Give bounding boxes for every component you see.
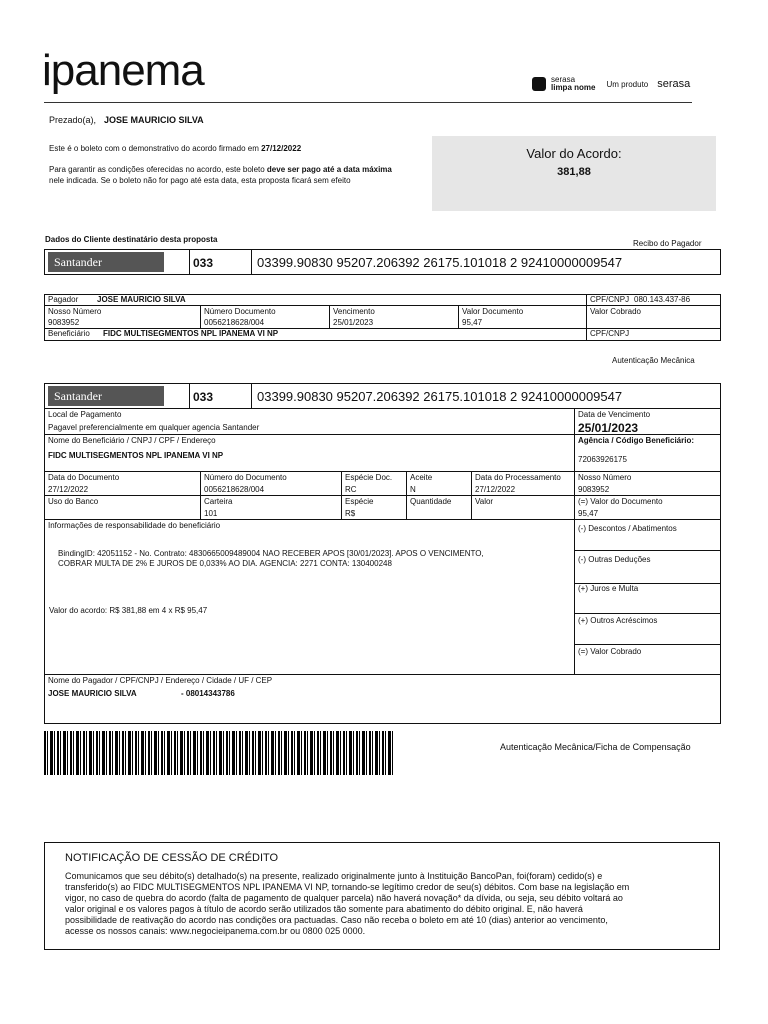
data-vencimento: 25/01/2023 xyxy=(578,421,639,435)
valor-acordo-value: 381,88 xyxy=(557,166,591,178)
recibo-pagador: JOSE MAURICIO SILVA xyxy=(97,295,186,304)
local-pagamento-cell: Local de Pagamento Pagavel preferencialmente em qualquer agencia Santander xyxy=(44,408,575,435)
pagador-doc: - 08014343786 xyxy=(181,689,235,698)
aceite-cell: Aceite N xyxy=(406,471,472,496)
carteira-cell: Carteira 101 xyxy=(200,495,342,520)
juros-multa-cell: (+) Juros e Multa xyxy=(574,583,721,614)
autenticacao-ficha: Autenticação Mecânica/Ficha de Compensação xyxy=(500,742,691,752)
quantidade-cell: Quantidade xyxy=(406,495,472,520)
uso-banco-cell: Uso do Banco xyxy=(44,495,201,520)
notificacao-box xyxy=(44,842,720,950)
recibo-cpf-cell: CPF/CNPJ 080.143.437-86 xyxy=(586,294,721,306)
valor-acordo-box xyxy=(432,136,716,211)
ficha-bank-bar xyxy=(44,383,721,409)
autenticacao-mecanica: Autenticação Mecânica xyxy=(612,356,695,365)
greeting-name: JOSE MAURICIO SILVA xyxy=(104,115,204,125)
serasa-badge xyxy=(532,74,690,94)
recibo-valdoc-cell: Valor Documento 95,47 xyxy=(458,305,587,329)
outros-acrescimos-cell: (+) Outros Acréscimos xyxy=(574,613,721,645)
valor-cell: Valor xyxy=(471,495,575,520)
santander-logo: Santander xyxy=(48,252,164,272)
recibo-cpf2-cell: CPF/CNPJ xyxy=(586,328,721,341)
santander-logo-ficha: Santander xyxy=(48,386,164,406)
serasa-name: limpa nome xyxy=(551,83,596,92)
recibo-venc-cell: Vencimento 25/01/2023 xyxy=(329,305,459,329)
linha-digitavel-ficha: 03399.90830 95207.206392 26175.101018 2 92410000009547 xyxy=(257,389,623,404)
data-documento-cell: Data do Documento 27/12/2022 xyxy=(44,471,201,496)
recibo-benef-cell: Beneficiário FIDC MULTISEGMENTOS NPL IPANEMA VI NP xyxy=(44,328,587,341)
ipanema-logo: ipanema xyxy=(42,46,204,95)
linha-digitavel: 03399.90830 95207.206392 26175.101018 2 92410000009547 xyxy=(257,255,623,270)
serasa-brand: serasa xyxy=(657,78,691,90)
notificacao-title: NOTIFICAÇÃO DE CESSÃO DE CRÉDITO xyxy=(65,852,279,864)
beneficiario-cell: Nome do Beneficiário / CNPJ / CPF / Endereço FIDC MULTISEGMENTOS NPL IPANEMA VI NP xyxy=(44,434,575,472)
data-processamento-cell: Data do Processamento 27/12/2022 xyxy=(471,471,575,496)
valor-acordo-label: Valor do Acordo: xyxy=(526,146,622,161)
greeting-label: Prezado(a), xyxy=(49,115,97,125)
dados-cliente-label: Dados do Cliente destinatário desta proposta xyxy=(45,235,218,244)
recibo-cpf: 080.143.437-86 xyxy=(634,295,691,304)
barcode xyxy=(44,731,394,775)
bank-code-ficha: 033 xyxy=(193,390,214,404)
serasa-top: serasa xyxy=(551,75,576,84)
recibo-nosso-cell: Nosso Número 9083952 xyxy=(44,305,201,329)
header-divider xyxy=(44,102,692,103)
serasa-face-icon xyxy=(532,77,546,91)
notificacao-text: Comunicamos que seu débito(s) detalhado(s) na presente, realizado originalmente junto à Instituição BancoPan, foi(foram) cedido(s) e transferido(s) ao FIDC MULTISEGMENTOS NPL IPANEMA VI NP, tornando-se legítimo credor de seu(s) débitos. Com base na legislação em vigor, no caso de quebra do acordo (falta de pagamento de qualquer parcela) não haverá novação* da dívida, ou seja, seu débito voltará ao valor original e os valores pagos à título de acordo serão utilizados tão somente para abatimento do débito original. E, não haverá possibilidade de reativação do acordo nas condições ora pactuadas. Caso não receba o boleto em até 10 (dias) anterior ao vencimento, acesse os nossos canais: www.negocieipanema.com.br ou 0800 025 0000. xyxy=(65,871,630,936)
nosso-numero-cell: Nosso Número 9083952 xyxy=(574,471,721,496)
recibo-label: Recibo do Pagador xyxy=(633,239,702,248)
intro-line3: nele indicada. Se o boleto não for pago até esta data, esta proposta ficará sem efeito xyxy=(49,176,351,185)
agencia-cell: Agência / Código Beneficiário: 72063926175 xyxy=(574,434,721,472)
valor-documento-cell: (=) Valor do Documento 95,47 xyxy=(574,495,721,520)
data-vencimento-cell: Data de Vencimento 25/01/2023 xyxy=(574,408,721,435)
recibo-valcob-cell: Valor Cobrado xyxy=(586,305,721,329)
recibo-numdoc-cell: Número Documento 0056218628/004 xyxy=(200,305,330,329)
intro-line2: Para garantir as condições oferecidas no acordo, este boleto deve ser pago até a data máxima xyxy=(49,165,392,174)
intro-line1: Este é o boleto com o demonstrativo do acordo firmado em 27/12/2022 xyxy=(49,144,302,153)
valor-cobrado-cell: (=) Valor Cobrado xyxy=(574,644,721,675)
recibo-bank-bar xyxy=(44,249,721,275)
pagador-name: JOSE MAURICIO SILVA xyxy=(48,689,137,698)
outras-deducoes-cell: (-) Outras Deduções xyxy=(574,550,721,584)
recibo-pagador-cell: Pagador JOSE MAURICIO SILVA xyxy=(44,294,587,306)
numero-documento-cell: Número do Documento 0056218628/004 xyxy=(200,471,342,496)
especie-doc-cell: Espécie Doc. RC xyxy=(341,471,407,496)
bank-code: 033 xyxy=(193,256,214,270)
descontos-cell: (-) Descontos / Abatimentos xyxy=(574,519,721,551)
pagador-cell: Nome do Pagador / CPF/CNPJ / Endereço / Cidade / UF / CEP JOSE MAURICIO SILVA - 08014343786 xyxy=(44,674,721,724)
produto-label: Um produto xyxy=(606,79,649,89)
informacoes-cell: Informações de responsabilidade do beneficiário BindingID: 42051152 - No. Contrato: 4830665009489004 NAO RECEBER APOS [30/01/2023]. APOS O VENCIMENTO, COBRAR MULTA DE 2% E JUROS DE 0,033% AO DIA. AGENCIA: 2271 CONTA: 130400248 Valor do acordo: R$ 381,88 em 4 x R$ 95,47 xyxy=(44,519,575,675)
especie-cell: Espécie R$ xyxy=(341,495,407,520)
